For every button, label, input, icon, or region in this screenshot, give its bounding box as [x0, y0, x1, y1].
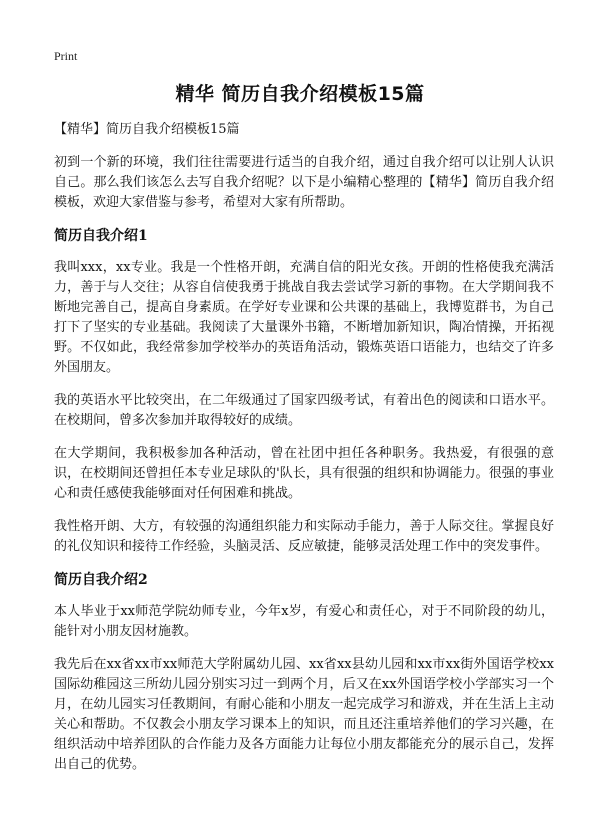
section-paragraph: 在大学期间，我积极参加各种活动，曾在社团中担任各种职务。我热爱，有很强的意识，在校期间还曾担任本专业足球队的'队长，具有很强的组织和协调能力。很强的事业心和责任感使我能够面对任何困难和挑战。: [54, 446, 554, 501]
page-title: 精华 简历自我介绍模板15篇: [175, 83, 425, 105]
section-2: [54, 570, 554, 775]
section-heading: 简历自我介绍1: [54, 228, 148, 244]
document-subtitle: 【精华】简历自我介绍模板15篇: [54, 122, 240, 137]
intro-paragraph: 初到一个新的环境，我们往往需要进行适当的自我介绍，通过自我介绍可以让别人认识自己。那么我们该怎么去写自我介绍呢？以下是小编精心整理的【精华】简历自我介绍模板，欢迎大家借鉴与参考，希望对大家有所帮助。: [54, 155, 554, 210]
section-1: [54, 226, 554, 557]
document-body: [54, 120, 554, 788]
section-paragraph: 本人毕业于xx师范学院幼师专业，今年x岁，有爱心和责任心，对于不同阶段的幼儿，能针对小朋友因材施教。: [54, 604, 554, 639]
section-paragraph: 我的英语水平比较突出，在二年级通过了国家四级考试，有着出色的阅读和口语水平。在校期间，曾多次参加并取得较好的成绩。: [54, 393, 554, 428]
print-label: Print: [54, 49, 78, 63]
section-paragraph: 我性格开朗、大方，有较强的沟通组织能力和实际动手能力，善于人际交往。掌握良好的礼仪知识和接待工作经验，头脑灵活、反应敏捷，能够灵活处理工作中的突发事件。: [54, 519, 554, 554]
section-paragraph: 我叫xxx，xx专业。我是一个性格开朗，充满自信的阳光女孩。开朗的性格使我充满活力，善于与人交往；从容自信使我勇于挑战自我去尝试学习新的事物。在大学期间我不断地完善自己，提高自身素质。在学好专业课和公共课的基础上，我博览群书，为自己打下了坚实的专业基础。我阅读了大量课外书籍，不断增加新知识，陶冶情操，开拓视野。不仅如此，我经常参加学校举办的英语角活动，锻炼英语口语能力，也结交了许多外国朋友。: [54, 260, 554, 375]
section-paragraph: 我先后在xx省xx市xx师范大学附属幼儿园、xx省xx县幼儿园和xx市xx街外国语学校xx国际幼稚园这三所幼儿园分别实习过一到两个月，后又在xx外国语学校小学部实习一个月，在幼儿园实习任教期间，有耐心能和小朋友一起完成学习和游戏，并在生活上主动关心和帮助。不仅教会小朋友学习课本上的知识，而且还注重培养他们的学习兴趣，在组织活动中培养团队的合作能力及各方面能力让每位小朋友都能充分的展示自己，发挥出自己的优势。: [54, 657, 554, 772]
section-heading: 简历自我介绍2: [54, 572, 148, 588]
